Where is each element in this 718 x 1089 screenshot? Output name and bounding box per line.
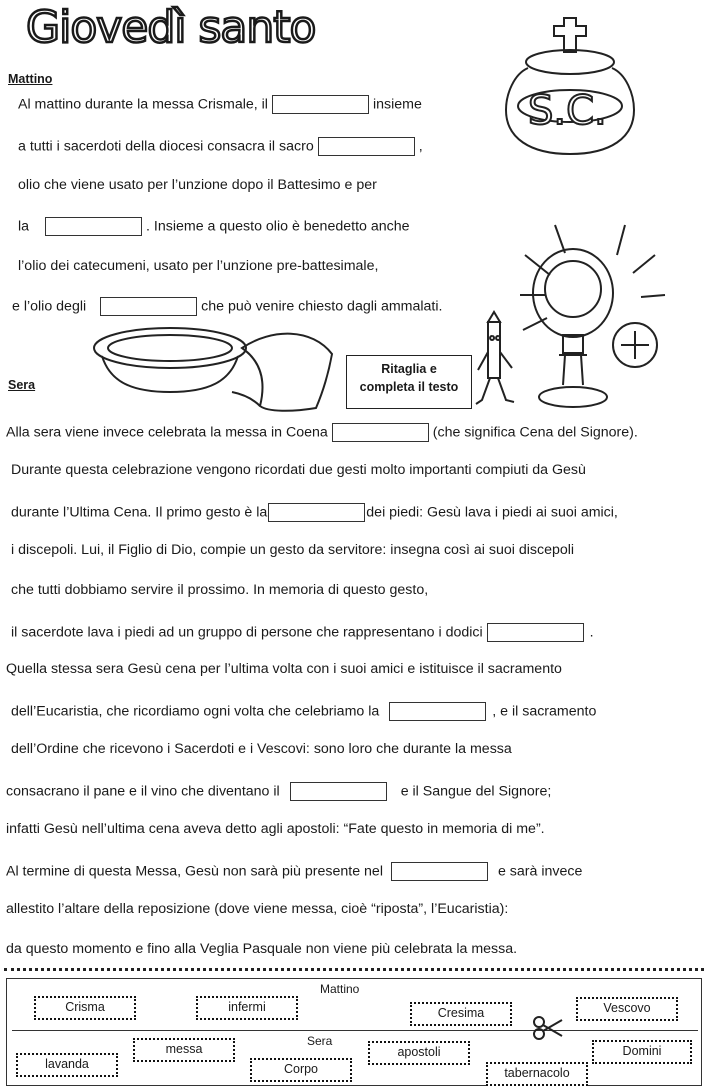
word-card[interactable]: apostoli	[368, 1041, 470, 1065]
page-title: Giovedì santo	[26, 2, 316, 53]
text-line: l’olio dei catecumeni, usato per l’unzione pre-battesimale,	[18, 258, 379, 274]
chalice-host-icon	[515, 215, 675, 410]
answer-blank[interactable]	[272, 95, 369, 114]
text-line: dell’Ordine che ricevono i Sacerdoti e i Vescovi: sono loro che durante la messa	[11, 741, 512, 757]
text-line: Al termine di questa Messa, Gesù non sarà più presente nel e sarà invece	[6, 863, 583, 880]
oil-vessel-icon	[500, 10, 640, 160]
answer-blank[interactable]	[487, 623, 584, 642]
word-card[interactable]: Crisma	[34, 996, 136, 1020]
text-line: consacrano il pane e il vino che diventano il e il Sangue del Signore;	[6, 783, 552, 800]
answer-blank[interactable]	[332, 423, 429, 442]
section-morning-label: Mattino	[8, 72, 53, 86]
answer-blank[interactable]	[45, 217, 142, 236]
answer-blank[interactable]	[290, 782, 387, 801]
word-card[interactable]: tabernacolo	[486, 1062, 588, 1086]
text-line: i discepoli. Lui, il Figlio di Dio, compie un gesto da servitore: insegna così ai suoi discepoli	[11, 542, 575, 558]
answer-blank[interactable]	[389, 702, 486, 721]
word-card[interactable]: Cresima	[410, 1002, 512, 1026]
svg-text:S.C.: S.C.	[528, 88, 607, 134]
word-card[interactable]: messa	[133, 1038, 235, 1062]
text-line: e l’olio degli che può venire chiesto dagli ammalati.	[12, 298, 443, 315]
text-line: allestito l’altare della reposizione (dove viene messa, cioè “riposta”, l’Eucaristia):	[6, 901, 509, 917]
text-line: da questo momento e fino alla Veglia Pasquale non viene più celebrata la messa.	[6, 941, 518, 957]
answer-blank[interactable]	[318, 137, 415, 156]
cutout-evening-label: Sera	[307, 1034, 333, 1048]
instruction-line-2: completa il testo	[359, 380, 459, 394]
answer-blank[interactable]	[100, 297, 197, 316]
cutout-morning-label: Mattino	[320, 982, 360, 996]
word-card[interactable]: Domini	[592, 1040, 692, 1064]
instruction-line-1: Ritaglia e	[381, 362, 437, 376]
pencil-mascot-icon	[472, 312, 522, 412]
text-line: olio che viene usato per l’unzione dopo il Battesimo e per	[18, 177, 377, 193]
instruction-box	[346, 355, 472, 409]
text-line: Quella stessa sera Gesù cena per l’ultima volta con i suoi amici e istituisce il sacramento	[6, 661, 562, 677]
answer-blank[interactable]	[268, 503, 365, 522]
text-line: durante l’Ultima Cena. Il primo gesto è la dei piedi: Gesù lava i piedi ai suoi amici,	[11, 504, 618, 521]
text-line: il sacerdote lava i piedi ad un gruppo di persone che rappresentano i dodici .	[11, 624, 594, 641]
text-line: Durante questa celebrazione vengono ricordati due gesti molto importanti compiuti da Gesù	[11, 462, 586, 478]
word-card[interactable]: infermi	[196, 996, 298, 1020]
text-line: a tutti i sacerdoti della diocesi consacra il sacro ,	[18, 138, 423, 155]
text-line: la . Insieme a questo olio è benedetto anche	[18, 218, 410, 235]
scissors-icon	[532, 1014, 564, 1042]
cutout-divider	[12, 1030, 698, 1031]
text-line: che tutti dobbiamo servire il prossimo. In memoria di questo gesto,	[11, 582, 429, 598]
answer-blank[interactable]	[391, 862, 488, 881]
word-card[interactable]: lavanda	[16, 1053, 118, 1077]
text-line: Alla sera viene invece celebrata la messa in Coena (che significa Cena del Signore).	[6, 424, 638, 441]
word-card[interactable]: Vescovo	[576, 997, 678, 1021]
cut-line	[4, 968, 704, 971]
text-line: dell’Eucaristia, che ricordiamo ogni volta che celebriamo la , e il sacramento	[11, 703, 597, 720]
word-card[interactable]: Corpo	[250, 1058, 352, 1082]
text-line: infatti Gesù nell’ultima cena aveva detto agli apostoli: “Fate questo in memoria di me”.	[6, 821, 545, 837]
text-line: Al mattino durante la messa Crismale, il insieme	[18, 96, 422, 113]
section-evening-label: Sera	[8, 378, 36, 392]
basin-towel-icon	[92, 318, 342, 413]
